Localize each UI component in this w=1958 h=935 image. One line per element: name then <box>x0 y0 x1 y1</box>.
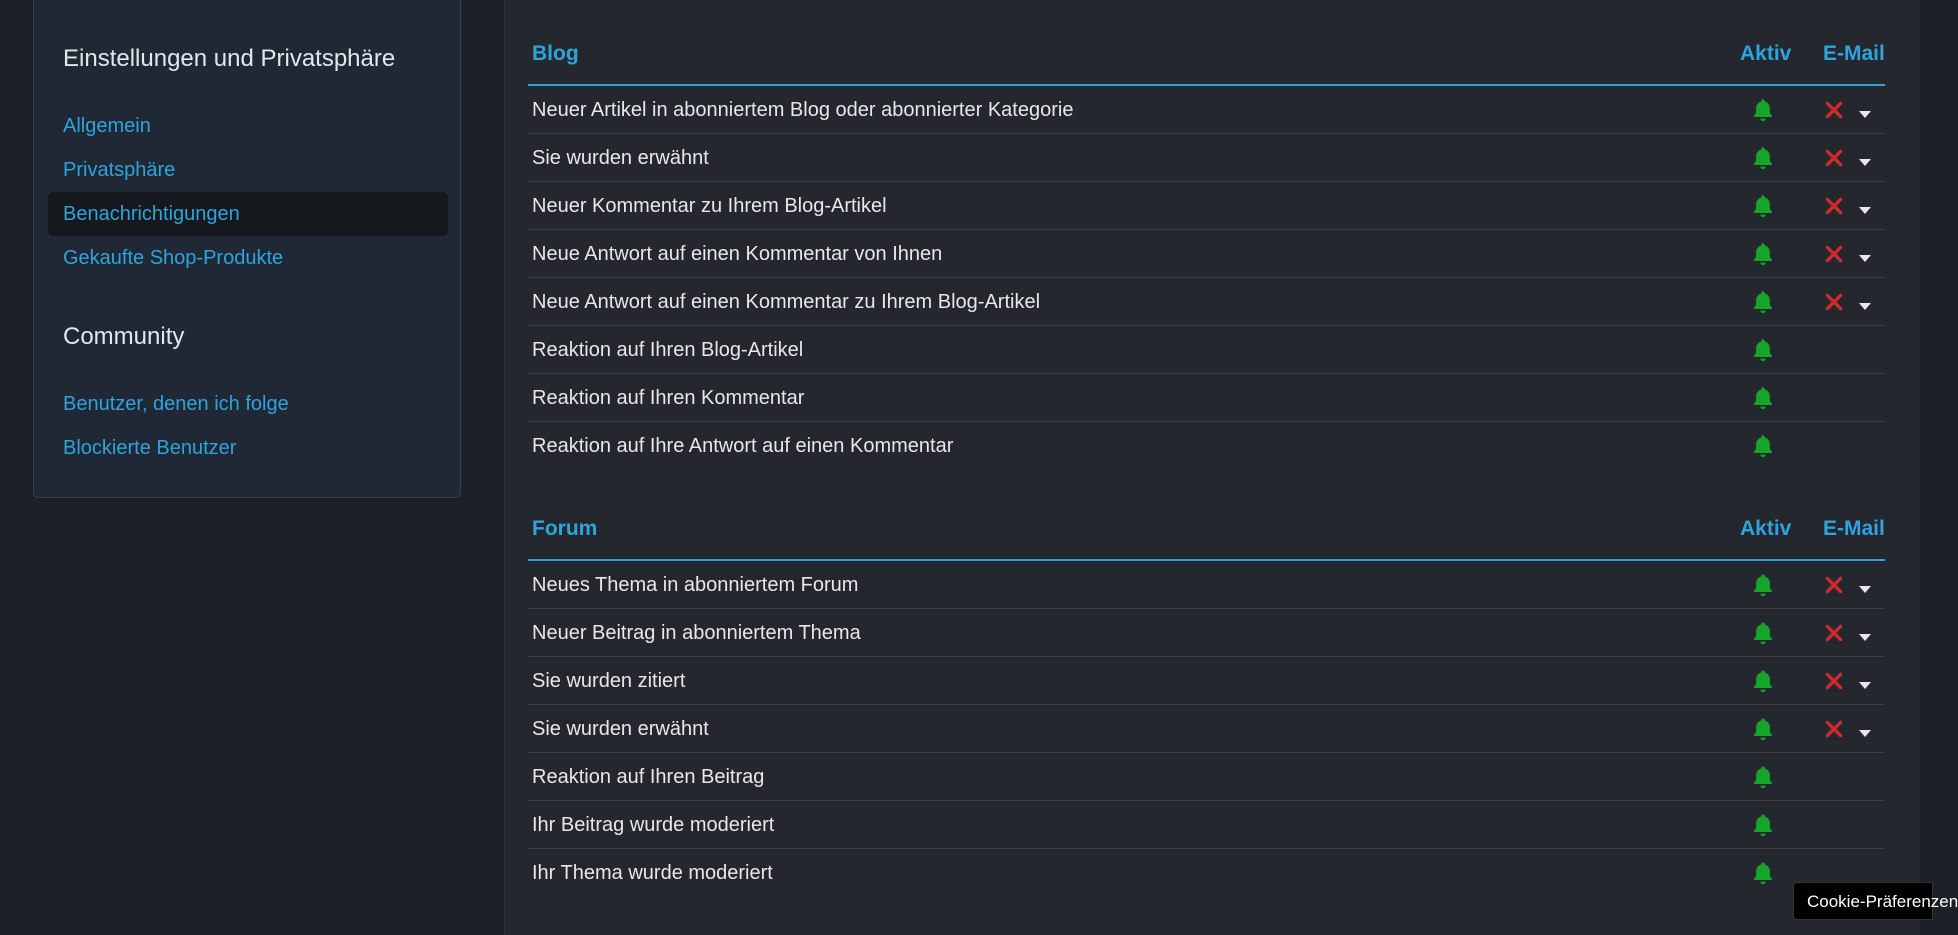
section-rows <box>528 561 1885 897</box>
blog-notification-section <box>528 32 1885 470</box>
x-mark-icon[interactable] <box>1823 243 1845 265</box>
notification-row <box>528 230 1885 278</box>
notification-row <box>528 657 1885 705</box>
notification-row <box>528 609 1885 657</box>
bell-icon[interactable] <box>1750 620 1776 646</box>
sidebar-item-benachrichtigungen[interactable]: Benachrichtigungen <box>48 192 448 236</box>
notification-row <box>528 753 1885 801</box>
sidebar-item-allgemein[interactable]: Allgemein <box>63 115 151 137</box>
caret-down-icon[interactable] <box>1858 298 1872 307</box>
notification-row <box>528 86 1885 134</box>
x-mark-icon[interactable] <box>1823 291 1845 313</box>
bell-icon[interactable] <box>1750 860 1776 886</box>
section-header <box>528 32 1885 86</box>
caret-down-icon[interactable] <box>1858 629 1872 638</box>
sidebar-item-blocked-users[interactable]: Blockierte Benutzer <box>63 437 237 459</box>
bell-icon[interactable] <box>1750 193 1776 219</box>
bell-icon[interactable] <box>1750 764 1776 790</box>
column-header-active: Aktiv <box>1740 42 1792 65</box>
notification-label: Sie wurden zitiert <box>532 670 686 692</box>
notification-label: Reaktion auf Ihren Kommentar <box>532 387 805 409</box>
x-mark-icon[interactable] <box>1823 574 1845 596</box>
caret-down-icon[interactable] <box>1858 154 1872 163</box>
bell-icon[interactable] <box>1750 433 1776 459</box>
column-header-email: E-Mail <box>1823 42 1885 65</box>
notification-label: Reaktion auf Ihre Antwort auf einen Kommentar <box>532 435 954 457</box>
caret-down-icon[interactable] <box>1858 581 1872 590</box>
notification-row <box>528 849 1885 897</box>
notification-label: Ihr Thema wurde moderiert <box>532 862 773 884</box>
bell-icon[interactable] <box>1750 289 1776 315</box>
notification-row <box>528 561 1885 609</box>
bell-icon[interactable] <box>1750 97 1776 123</box>
notification-label: Neue Antwort auf einen Kommentar von Ihnen <box>532 243 943 265</box>
notification-label: Neuer Beitrag in abonniertem Thema <box>532 622 861 644</box>
column-header-email: E-Mail <box>1823 517 1885 540</box>
bell-icon[interactable] <box>1750 668 1776 694</box>
forum-notification-section <box>528 507 1885 897</box>
x-mark-icon[interactable] <box>1823 622 1845 644</box>
section-title: Forum <box>532 517 598 540</box>
caret-down-icon[interactable] <box>1858 202 1872 211</box>
community-section-title: Community <box>63 323 185 350</box>
notification-row <box>528 278 1885 326</box>
bell-icon[interactable] <box>1750 385 1776 411</box>
notification-label: Reaktion auf Ihren Beitrag <box>532 766 765 788</box>
notification-row <box>528 801 1885 849</box>
section-header <box>528 507 1885 561</box>
notification-label: Neuer Kommentar zu Ihrem Blog-Artikel <box>532 195 887 217</box>
bell-icon[interactable] <box>1750 572 1776 598</box>
notification-label: Ihr Beitrag wurde moderiert <box>532 814 775 836</box>
x-mark-icon[interactable] <box>1823 147 1845 169</box>
bell-icon[interactable] <box>1750 812 1776 838</box>
sidebar-item-followed-users[interactable]: Benutzer, denen ich folge <box>63 393 289 415</box>
bell-icon[interactable] <box>1750 145 1776 171</box>
x-mark-icon[interactable] <box>1823 99 1845 121</box>
x-mark-icon[interactable] <box>1823 718 1845 740</box>
settings-sidebar <box>33 0 461 498</box>
notification-row <box>528 182 1885 230</box>
x-mark-icon[interactable] <box>1823 670 1845 692</box>
notification-row <box>528 422 1885 470</box>
notification-label: Reaktion auf Ihren Blog-Artikel <box>532 339 804 361</box>
caret-down-icon[interactable] <box>1858 677 1872 686</box>
section-rows <box>528 86 1885 470</box>
notification-row <box>528 374 1885 422</box>
notification-row <box>528 326 1885 374</box>
caret-down-icon[interactable] <box>1858 725 1872 734</box>
caret-down-icon[interactable] <box>1858 106 1872 115</box>
notification-label: Neues Thema in abonniertem Forum <box>532 574 859 596</box>
notification-row <box>528 705 1885 753</box>
section-title: Blog <box>532 42 579 65</box>
notification-label: Neue Antwort auf einen Kommentar zu Ihrem Blog-Artikel <box>532 291 1041 313</box>
notification-label: Sie wurden erwähnt <box>532 147 709 169</box>
notification-row <box>528 134 1885 182</box>
column-header-active: Aktiv <box>1740 517 1792 540</box>
bell-icon[interactable] <box>1750 241 1776 267</box>
bell-icon[interactable] <box>1750 337 1776 363</box>
bell-icon[interactable] <box>1750 716 1776 742</box>
notification-label: Sie wurden erwähnt <box>532 718 709 740</box>
notification-label: Neuer Artikel in abonniertem Blog oder abonnierter Kategorie <box>532 99 1074 121</box>
x-mark-icon[interactable] <box>1823 195 1845 217</box>
sidebar-item-privatsphaere[interactable]: Privatsphäre <box>63 159 176 181</box>
sidebar-item-gekaufte-shop-produkte[interactable]: Gekaufte Shop-Produkte <box>63 247 284 269</box>
cookie-preferences-button[interactable]: Cookie-Präferenzen <box>1793 882 1933 920</box>
settings-section-title: Einstellungen und Privatsphäre <box>63 45 396 72</box>
caret-down-icon[interactable] <box>1858 250 1872 259</box>
